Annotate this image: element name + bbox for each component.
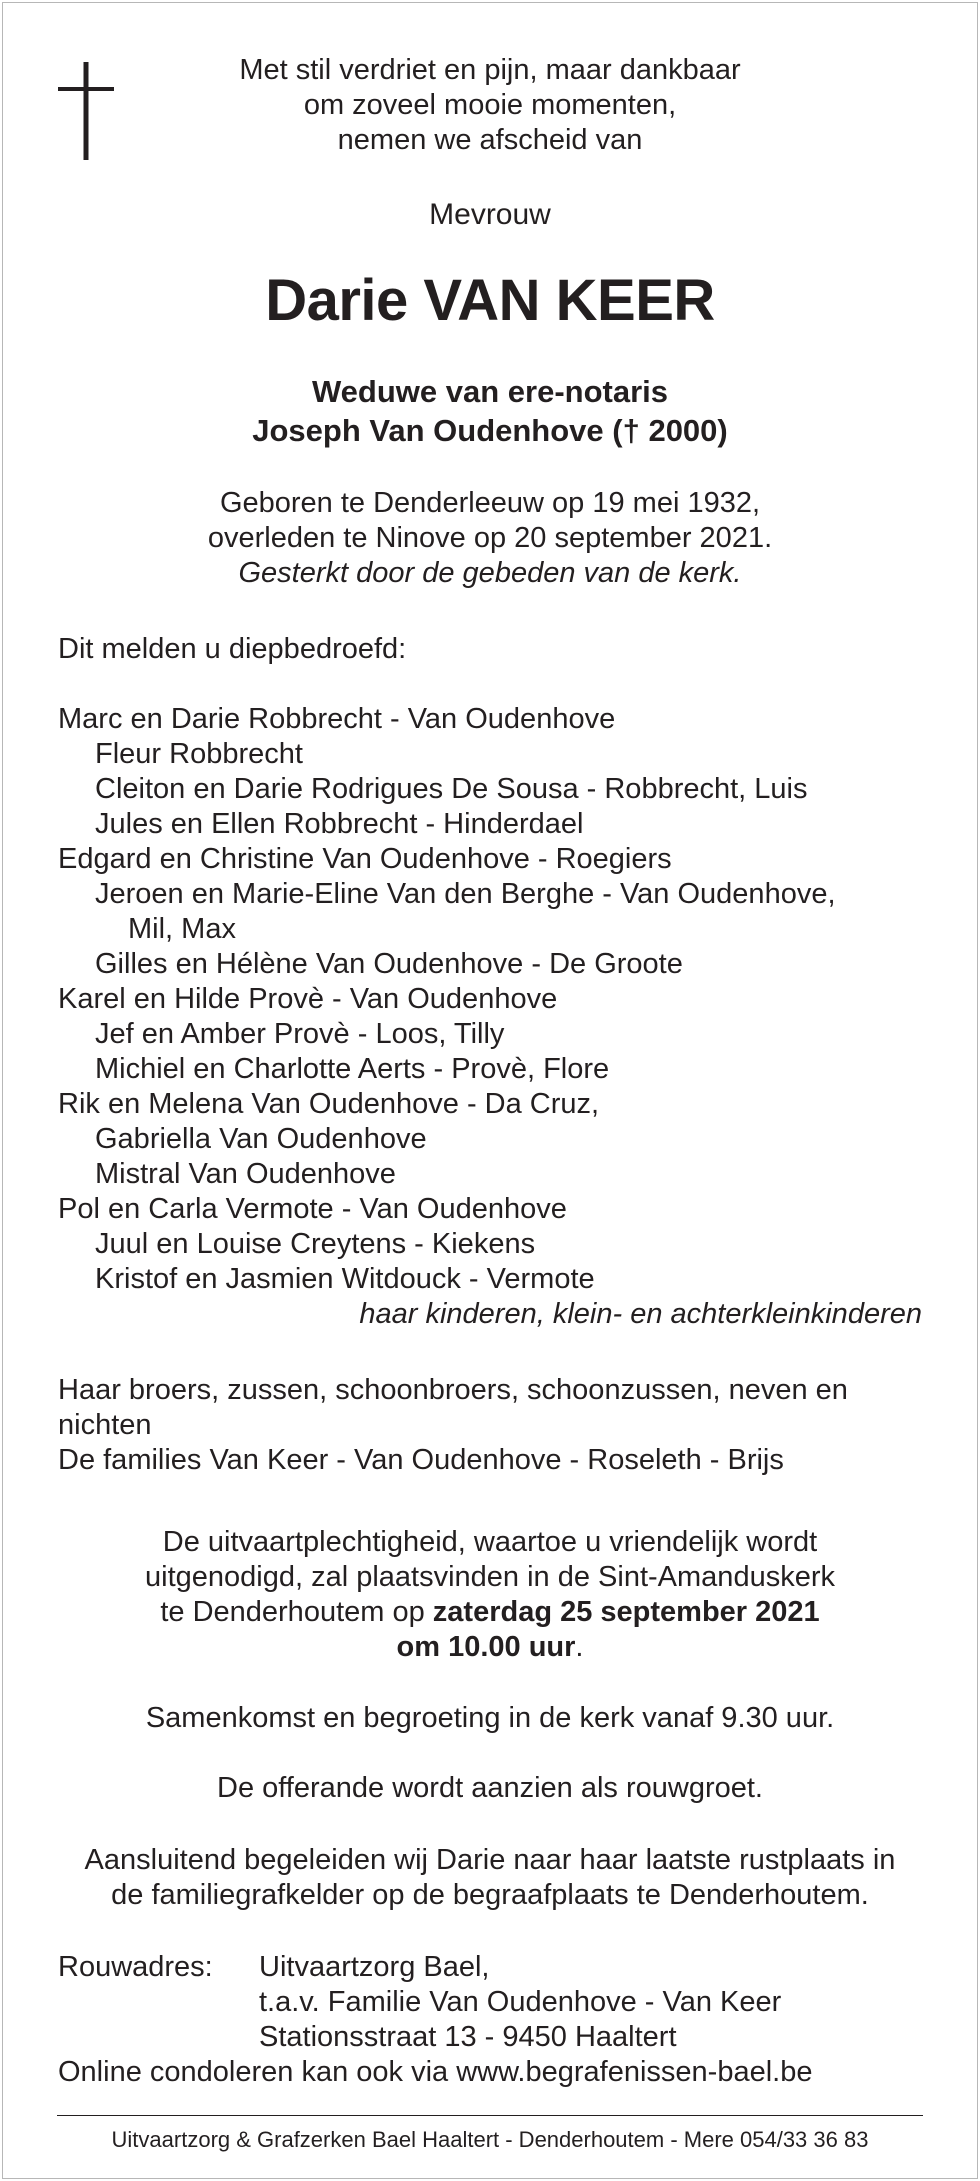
burial-line: Aansluitend begeleiden wij Darie naar haar laatste rustplaats in [84, 1844, 896, 1876]
intro-line: Met stil verdriet en pijn, maar dankbaar [239, 54, 741, 86]
intro-line: nemen we afscheid van [337, 124, 643, 156]
address-line: t.a.v. Familie Van Oudenhove - Van Keer [259, 1986, 782, 2018]
ceremony-period: . [575, 1631, 584, 1663]
widow-line: Joseph Van Oudenhove († 2000) [252, 413, 728, 448]
ceremony-place: te Denderhoutem op [160, 1596, 433, 1628]
address-line: Uitvaartzorg Bael, [259, 1951, 490, 1983]
intro-line: om zoveel mooie momenten, [303, 89, 677, 121]
address-row [58, 1950, 922, 1985]
family-member-line: Karel en Hilde Provè - Van Oudenhove [58, 983, 558, 1015]
online-condolence: Online condoleren kan ook via www.begrafenissen-bael.be [58, 2056, 813, 2088]
burial-line: de familiegrafkelder op de begraafplaats te Denderhoutem. [111, 1879, 869, 1911]
intro-text [58, 53, 922, 158]
family-member-line: Kristof en Jasmien Witdouck - Vermote [95, 1263, 595, 1295]
ceremony-line: uitgenodigd, zal plaatsvinden in de Sint-Amanduskerk [145, 1561, 835, 1593]
family-member-line: Mil, Max [128, 913, 236, 945]
deceased-name: Darie VAN KEER [265, 268, 715, 333]
announce-text: Dit melden u diepbedroefd: [58, 633, 407, 665]
ceremony-line [58, 1630, 922, 1665]
family-member-line: Jules en Ellen Robbrecht - Hinderdael [95, 808, 584, 840]
address-block [58, 1950, 922, 2090]
other-relatives [58, 1373, 922, 1478]
address-row [58, 1985, 922, 2020]
family-member-line: Rik en Melena Van Oudenhove - Da Cruz, [58, 1088, 600, 1120]
family-member-line: Mistral Van Oudenhove [95, 1158, 396, 1190]
death-line: overleden te Ninove op 20 september 2021. [207, 522, 773, 554]
address-line: Stationsstraat 13 - 9450 Haaltert [259, 2021, 677, 2053]
gathering-text: Samenkomst en begroeting in de kerk vanaf 9.30 uur. [145, 1702, 835, 1734]
family-member-line: Fleur Robbrecht [95, 738, 303, 770]
ceremony-time: om 10.00 uur [396, 1631, 576, 1663]
widow-text [58, 372, 922, 450]
burial-text [58, 1843, 922, 1913]
birth-line: Geboren te Denderleeuw op 19 mei 1932, [219, 487, 761, 519]
family-member-line: Gilles en Hélène Van Oudenhove - De Groote [95, 948, 683, 980]
ceremony-line [58, 1595, 922, 1630]
family-member-line: Pol en Carla Vermote - Van Oudenhove [58, 1193, 567, 1225]
others-line: Haar broers, zussen, schoonbroers, schoonzussen, neven en [58, 1374, 848, 1406]
life-dates [58, 486, 922, 591]
church-line: Gesterkt door de gebeden van de kerk. [238, 557, 742, 589]
family-member-line: Gabriella Van Oudenhove [95, 1123, 427, 1155]
address-row [58, 2020, 922, 2055]
offering-text: De offerande wordt aanzien als rouwgroet. [217, 1772, 763, 1804]
family-member-line: Marc en Darie Robbrecht - Van Oudenhove [58, 703, 616, 735]
family-member-line: Juul en Louise Creytens - Kiekens [95, 1228, 536, 1260]
widow-line: Weduwe van ere-notaris [311, 374, 669, 409]
family-caption: haar kinderen, klein- en achterkleinkinderen [359, 1298, 922, 1330]
family-member-line: Michiel en Charlotte Aerts - Provè, Flore [95, 1053, 610, 1085]
address-label: Rouwadres: [58, 1951, 213, 1983]
footer-divider [57, 2115, 923, 2116]
family-member-line: Jef en Amber Provè - Loos, Tilly [95, 1018, 505, 1050]
ceremony-line: De uitvaartplechtigheid, waartoe u vriendelijk wordt [162, 1526, 818, 1558]
family-list-inner [58, 702, 922, 1297]
title-prefix: Mevrouw [429, 198, 551, 231]
ceremony-date: zaterdag 25 september 2021 [432, 1596, 820, 1628]
family-member-line: Cleiton en Darie Rodrigues De Sousa - Robbrecht, Luis [95, 773, 808, 805]
family-member-line: Jeroen en Marie-Eline Van den Berghe - Van Oudenhove, [95, 878, 836, 910]
others-line: nichten [58, 1409, 152, 1441]
others-line: De families Van Keer - Van Oudenhove - Roseleth - Brijs [58, 1444, 784, 1476]
family-member-line: Edgard en Christine Van Oudenhove - Roegiers [58, 843, 672, 875]
ceremony-text [58, 1525, 922, 1665]
footer-text: Uitvaartzorg & Grafzerken Bael Haaltert - Denderhoutem - Mere 054/33 36 83 [111, 2127, 869, 2152]
family-list [58, 702, 922, 1332]
